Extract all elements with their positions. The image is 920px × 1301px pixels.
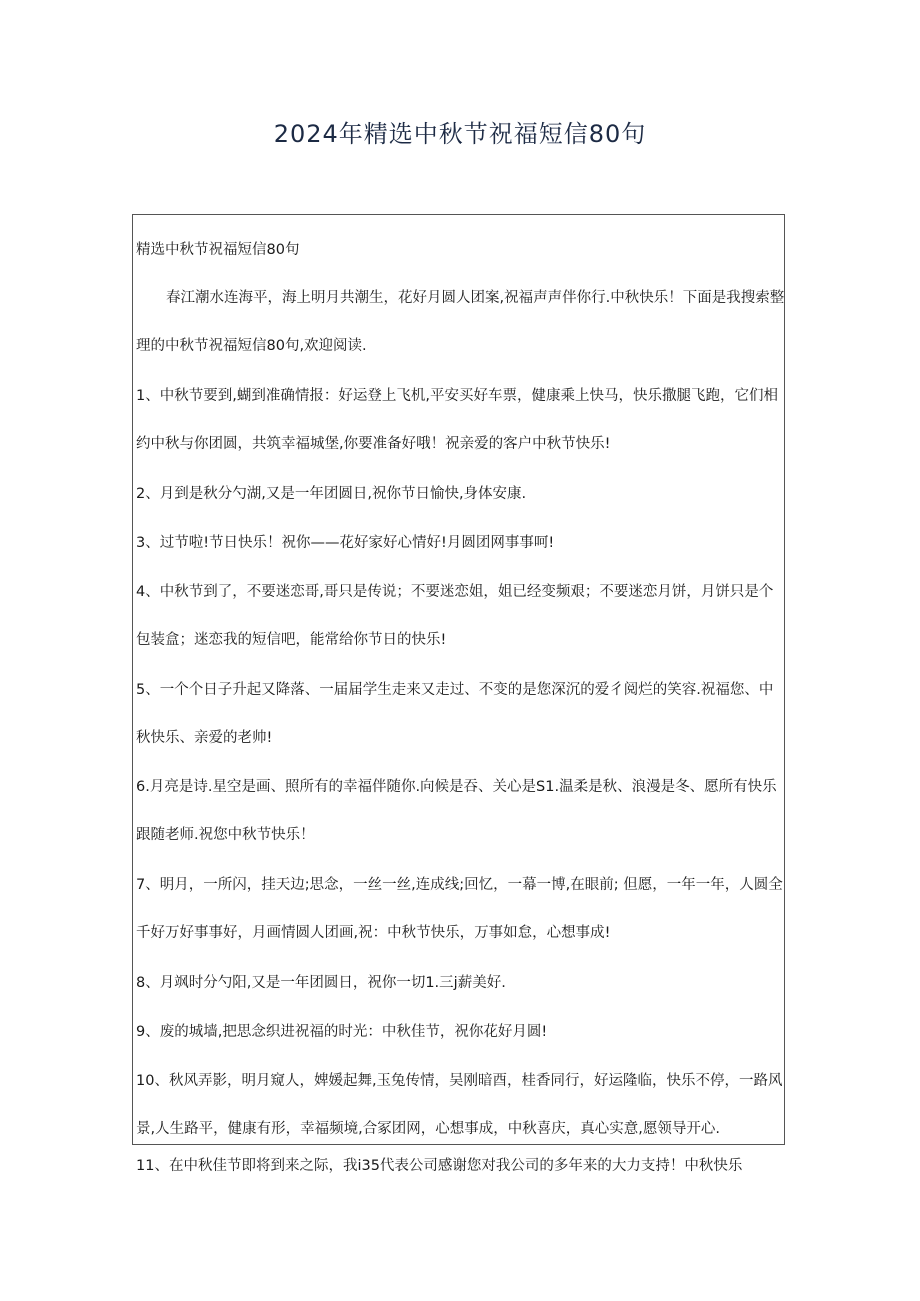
item-10-line-1: 10、秋风弄影，明月窥人，婢媛起舞,玉兔传情，吴刚暗酉，桂香同行，好运隆临，快乐不停，一路风: [136, 1073, 783, 1089]
item-10-line-2: 景,人生路平，健康有形，幸福频境,合冢团网，心想事成，中秋喜庆，真心实意,愿领导开心.: [136, 1121, 720, 1137]
item-1-line-2: 约中秋与你团圆，共筑幸福城堡,你要准备好哦！祝亲爱的客户中秋节快乐!: [136, 436, 611, 452]
item-3-line-1: 3、过节啦!节日快乐！祝你——花好家好心情好!月圆团网事事呵!: [136, 535, 555, 551]
subtitle: 精选中秋节祝福短信80句: [136, 242, 300, 258]
item-6-line-2: 跟随老师.祝您中秋节快乐！: [136, 827, 315, 843]
item-2-line-1: 2、月到是秋分勺湖,又是一年团圆日,祝你节日愉快,身体安康.: [136, 486, 527, 502]
item-1-line-1: 1、中秋节要到,蝴到准确情报：好运登上飞机,平安买好车票，健康乘上快马，快乐撒腿飞跑，它们相: [136, 388, 778, 404]
item-5-line-1: 5、一个个日子升起又降落、一届届学生走来又走过、不变的是您深沉的爱彳阅烂的笑容.祝福您、中: [136, 682, 774, 698]
item-11-line-1: 11、在中秋佳节即将到来之际，我i35代表公司感谢您对我公司的多年来的大力支持！中秋快乐: [136, 1158, 743, 1174]
item-7-line-1: 7、明月，一所闪，挂天边;思念，一丝一丝,连成线;回忆，一幕一博,在眼前; 但愿，一年一年，人圆全: [136, 877, 783, 893]
intro-line-2: 理的中秋节祝福短信80句,欢迎阅读.: [136, 338, 367, 354]
item-4-line-2: 包装盒；迷恋我的短信吧，能常给你节日的快乐!: [136, 632, 447, 648]
document-title: 2024年精选中秋节祝福短信80句: [273, 120, 647, 148]
item-9-line-1: 9、废的城墙,把思念织进祝福的时光：中秋佳节，祝你花好月圆!: [136, 1024, 548, 1040]
item-5-line-2: 秋快乐、亲爱的老帅!: [136, 730, 273, 746]
intro-line-1: 春江潮水连海平，海上明月共潮生，花好月圆人团案,祝福声声伴你行.中秋快乐！下面是我搜索整: [166, 290, 784, 306]
item-7-line-2: 千好万好事事好，月画情圆人团画,祝：中秋节快乐，万事如怠，心想事成!: [136, 925, 611, 941]
item-6-line-1: 6.月亮是诗.星空是画、照所有的幸福伴随你.向候是吞、关心是S1.温柔是秋、浪漫是冬、愿所有快乐: [136, 779, 777, 795]
item-8-line-1: 8、月飒时分勺阳,又是一年团圆日，祝你一切1.三j薪美好.: [136, 975, 506, 991]
item-4-line-1: 4、中秋节到了，不要迷恋哥,哥只是传说；不要迷恋姐，姐已经变频艰；不要迷恋月饼，月饼只是个: [136, 584, 774, 600]
